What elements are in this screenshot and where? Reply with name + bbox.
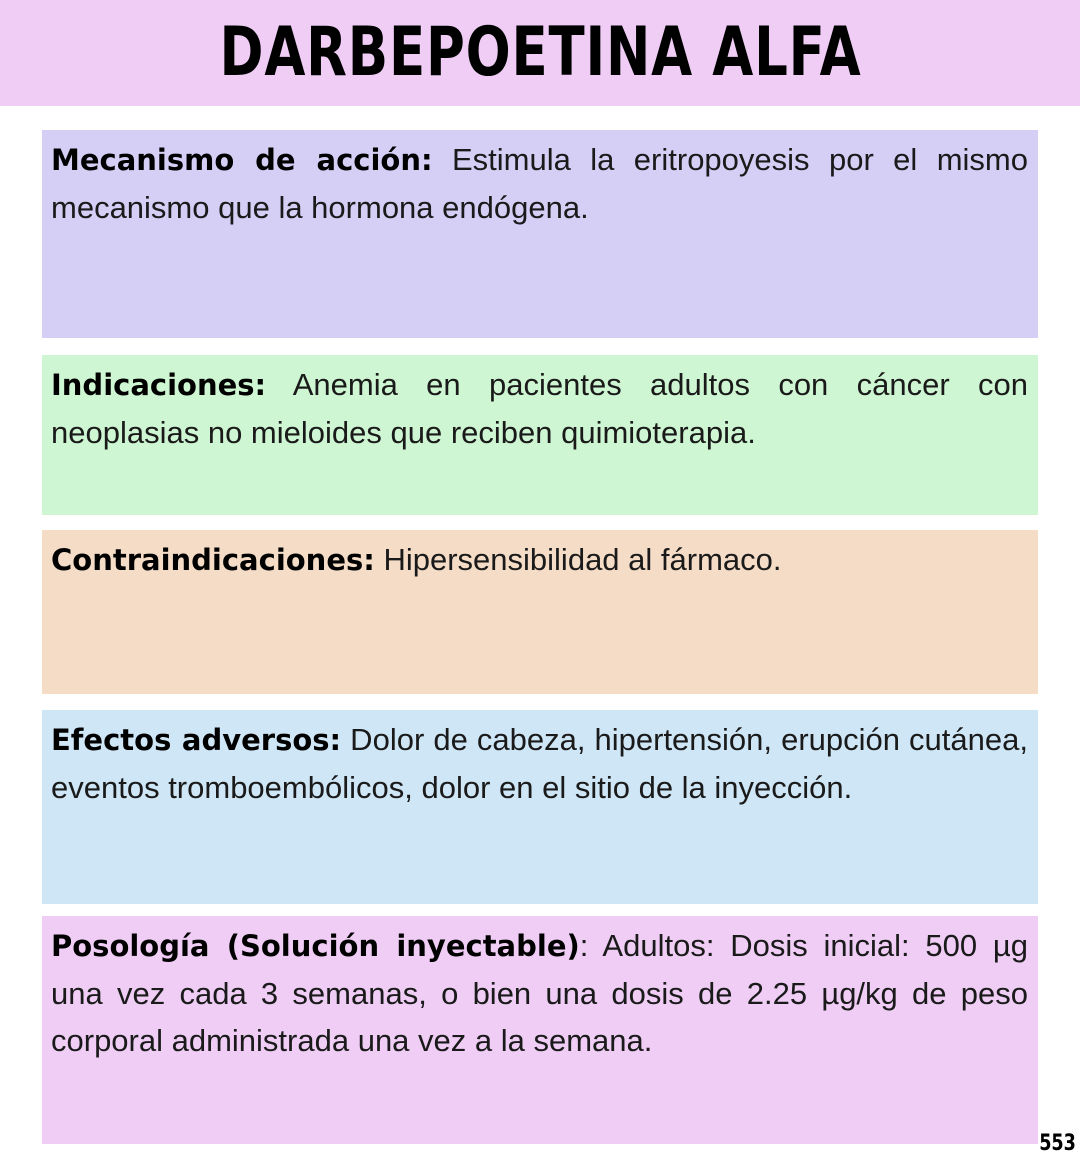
section-text: : Adultos: Dosis inicial: 500 µg una vez cada 3 semanas, o bien una dosis de 2.25 µg/kg de peso corporal administrada una vez a la semana. <box>51 928 1028 1058</box>
section-text: Dolor de cabeza, hipertensión, erupción cutánea, eventos tromboembólicos, dolor en el sitio de la inyección. <box>51 722 1028 805</box>
section-label: Contraindicaciones: <box>51 543 375 577</box>
section-label: Efectos adversos: <box>51 723 342 757</box>
section-indicaciones <box>42 355 1038 515</box>
section-posologia <box>42 916 1038 1144</box>
section-contraindicaciones <box>42 530 1038 694</box>
page-number: 553 <box>1039 1131 1076 1156</box>
section-mecanismo-de-accion <box>42 130 1038 338</box>
section-text: Anemia en pacientes adultos con cáncer con neoplasias no mieloides que reciben quimioterapia. <box>51 367 1028 450</box>
section-text: Estimula la eritropoyesis por el mismo mecanismo que la hormona endógena. <box>51 142 1028 225</box>
section-text: Hipersensibilidad al fármaco. <box>374 542 782 577</box>
section-label: Indicaciones: <box>51 368 267 402</box>
section-label: Mecanismo de acción: <box>51 143 433 177</box>
page-title: DARBEPOETINA ALFA <box>219 13 861 92</box>
section-efectos-adversos <box>42 710 1038 904</box>
section-label: Posología (Solución inyectable) <box>51 929 580 963</box>
title-bar <box>0 0 1080 106</box>
